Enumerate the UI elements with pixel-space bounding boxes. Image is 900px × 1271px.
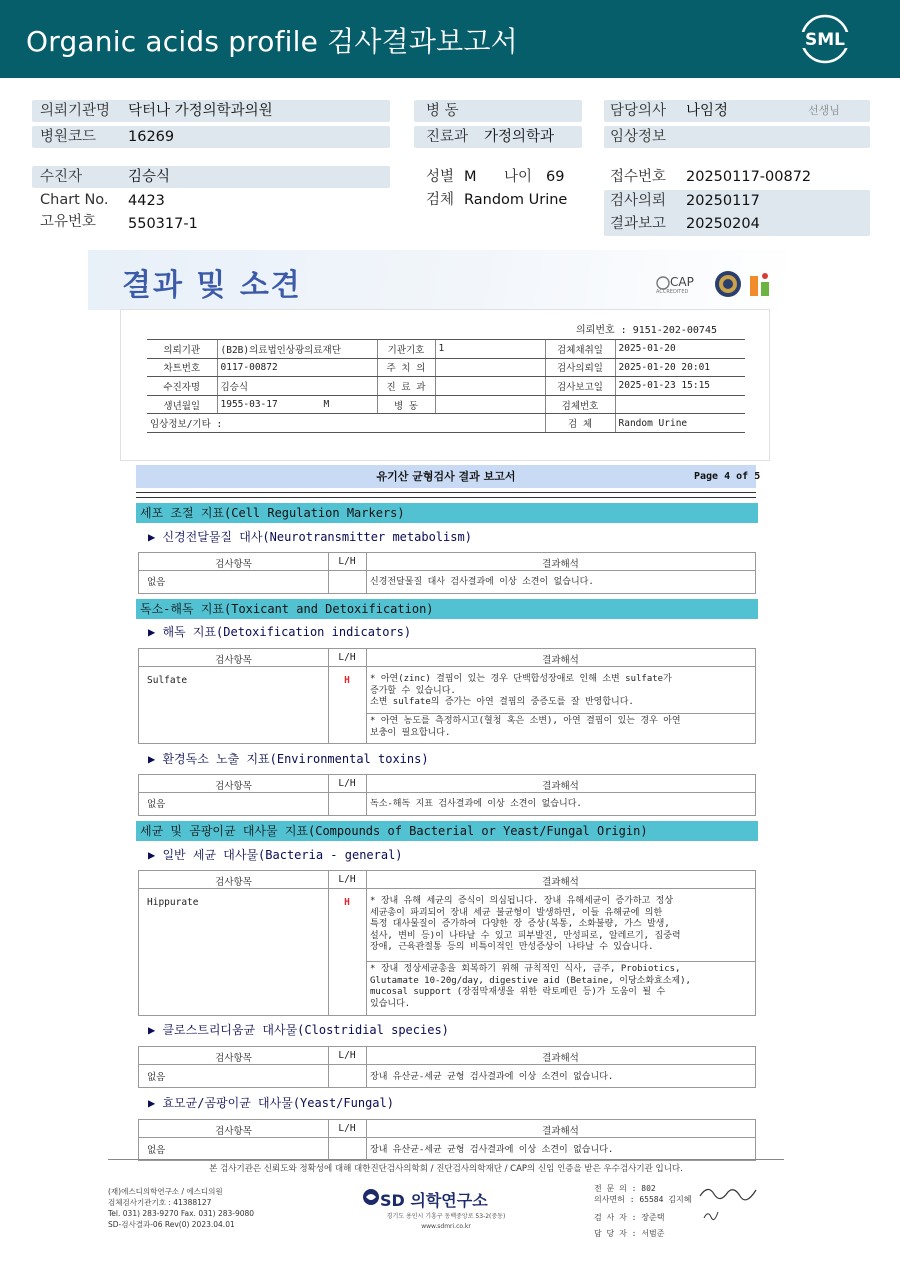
signature-license: 의사면허 : 65584 김지혜	[594, 1195, 692, 1204]
table-header	[139, 649, 755, 667]
cell: 수진자명	[147, 377, 217, 396]
section-toxicant: 독소-해독 지표(Toxicant and Detoxification)	[136, 599, 758, 619]
specimen-value: Random Urine	[464, 192, 568, 208]
report-banner-title: 결과 및 소견	[122, 268, 302, 303]
signature-manager: 담 당 자 : 서범준	[594, 1229, 665, 1238]
divider	[366, 775, 367, 815]
receipt-label: 접수번호	[610, 169, 667, 185]
logo-text: SML	[805, 30, 845, 50]
high-flag: H	[344, 897, 350, 908]
neuro-table	[138, 552, 756, 594]
cell: 2025-01-23 15:15	[615, 377, 745, 396]
clinical-label: 임상정보	[610, 129, 667, 145]
lab-contact: (재)에스디의학연구소 / 에스디의원 검체검사기관기호 : 41388127 Tel. 031) 283-9270 Fax. 031) 283-9080 SD-검사결과-06 Rev(0) 2023.04.01	[108, 1187, 255, 1229]
divider	[366, 961, 756, 962]
table-header	[139, 553, 755, 571]
specimen-label: 검체	[426, 192, 455, 208]
cell: 0117-00872	[217, 358, 377, 377]
interpretation-text: * 아연(zinc) 결핍이 있는 경우 단백합성장애로 인해 소변 sulfate가 증가할 수 있습니다. 소변 sulfate의 증가는 아연 결핍의 중증도를 잘 반영합니다.	[370, 674, 672, 707]
divider	[328, 553, 329, 593]
col-interpretation: 결과해석	[542, 781, 579, 792]
col-item: 검사항목	[215, 877, 252, 888]
col-lh: L/H	[338, 652, 356, 663]
cell	[435, 358, 545, 377]
interpretation-text: 독소-해독 지표 검사결과에 이상 소견이 없습니다.	[370, 799, 582, 809]
cell: Random Urine	[615, 414, 745, 433]
institution-value: 닥터나 가정의학과의원	[128, 103, 273, 119]
divider	[366, 649, 367, 743]
table-row	[147, 377, 745, 396]
item-name: Sulfate	[147, 675, 188, 686]
col-item: 검사항목	[215, 781, 252, 792]
doctor-suffix: 선생님	[808, 104, 840, 117]
cell: 1	[435, 340, 545, 359]
col-interpretation: 결과해석	[542, 877, 579, 888]
detox-table	[138, 648, 756, 744]
sd-lab-logo: SD 의학연구소	[380, 1191, 488, 1210]
environmental-table	[138, 774, 756, 816]
request-number: 의뢰번호 : 9151-202-00745	[576, 325, 717, 336]
cell: 검사의뢰일	[545, 358, 615, 377]
interpretation-text: 신경전달물질 대사 검사결과에 이상 소견이 없습니다.	[370, 577, 594, 587]
cell	[435, 377, 545, 396]
chart-value: 4423	[128, 193, 165, 209]
divider	[136, 492, 756, 493]
subsection-clostridial: ▶ 클로스트리디움균 대사물(Clostridial species)	[148, 1023, 449, 1037]
receipt-value: 20250117-00872	[686, 169, 812, 185]
cell: 병 동	[377, 395, 435, 414]
col-lh: L/H	[338, 1123, 356, 1134]
cell: 2025-01-20	[615, 340, 745, 359]
age-value: 69	[546, 169, 565, 185]
institution-label: 의뢰기관명	[40, 103, 111, 119]
cell: 김승식	[217, 377, 377, 396]
cap-sub-text: ACCREDITED	[656, 289, 689, 295]
divider	[328, 1120, 329, 1160]
col-lh: L/H	[338, 1050, 356, 1061]
signature-examiner: 검 사 자 : 장준택	[594, 1213, 665, 1222]
cell	[615, 395, 745, 414]
cell: 차트번호	[147, 358, 217, 377]
col-interpretation: 결과해석	[542, 1053, 579, 1064]
chart-label: Chart No.	[40, 192, 109, 208]
bacteria-table	[138, 870, 756, 1016]
ward-label: 병 동	[426, 103, 459, 119]
table-row	[147, 414, 745, 433]
doctor-value: 나임정	[686, 103, 729, 119]
cell: 진 료 과	[377, 377, 435, 396]
col-lh: L/H	[338, 556, 356, 567]
divider	[366, 1047, 367, 1087]
table-header	[139, 1047, 755, 1065]
section-bacterial: 세균 및 곰팡이균 대사물 지표(Compounds of Bacterial or Yeast/Fungal Origin)	[136, 821, 758, 841]
result-label: 결과보고	[610, 216, 667, 232]
col-interpretation: 결과해석	[542, 559, 579, 570]
col-item: 검사항목	[215, 559, 252, 570]
cell: 임상정보/기타 :	[147, 414, 545, 433]
result-value: 20250204	[686, 216, 760, 232]
page-number: Page 4 of 5	[694, 471, 761, 482]
interpretation-text: * 아연 농도를 측정하시고(혈청 혹은 소변), 아연 결핍이 있는 경우 아연 보충이 필요합니다.	[370, 716, 681, 738]
item-name: 없음	[147, 1072, 166, 1083]
cell	[435, 395, 545, 414]
subsection-detox: ▶ 해독 지표(Detoxification indicators)	[148, 625, 412, 639]
col-lh: L/H	[338, 778, 356, 789]
interpretation-text: 장내 유산균-세균 균형 검사결과에 이상 소견이 없습니다.	[370, 1072, 614, 1082]
dept-label: 진료과	[426, 129, 469, 145]
table-row	[147, 395, 745, 414]
examinee-label: 수진자	[40, 169, 83, 185]
item-name: 없음	[147, 1145, 166, 1156]
divider	[136, 497, 756, 498]
sd-logo-icon	[362, 1188, 380, 1206]
request-value: 20250117	[686, 193, 760, 209]
report-title: 유기산 균형검사 결과 보고서	[376, 470, 516, 483]
interpretation-text: * 장내 정상세균총을 회복하기 위해 규칙적인 식사, 금주, Probiotics, Glutamate 10-20g/day, digestive aid (Betaine, 이당소화효소제), mucosal support (장점막재생을 위한 락토페린 등)가 도움이 될 수 있습니다.	[370, 964, 691, 1009]
doctor-label: 담당의사	[610, 103, 667, 119]
sd-lab-address: 경기도 용인시 기흥구 동백중앙로 53-2(중동) www.sdmri.co.kr	[386, 1213, 506, 1230]
request-label: 검사의뢰	[610, 193, 667, 209]
table-row	[147, 358, 745, 377]
subsection-environmental: ▶ 환경독소 노출 지표(Environmental toxins)	[148, 752, 429, 766]
header-bar	[0, 0, 900, 78]
cell: 기관기호	[377, 340, 435, 359]
unique-value: 550317-1	[128, 216, 198, 232]
cell: 검체번호	[545, 395, 615, 414]
clostridial-table	[138, 1046, 756, 1088]
divider	[328, 871, 329, 1015]
interpretation-text: * 장내 유해 세균의 증식이 의심됩니다. 장내 유해세균이 증가하고 정상 세균총이 파괴되어 장내 세균 불균형이 발생하면, 이들 유해균에 의한 특정 대사물질이 증가하여 다양한 장 증상(복통, 소화불량, 가스 발생, 설사, 변비 등)이 나타날 수 있고 피부발진, 만성피로, 알레르기, 집중력 장애, 근육관절통 등의 비특이적인 만성증상이 나타날 수 있습니다.	[370, 896, 681, 952]
signature-icon	[698, 1182, 758, 1204]
cell: 1955-03-17 M	[217, 395, 377, 414]
cell: 2025-01-20 20:01	[615, 358, 745, 377]
interpretation-text: 장내 유산균-세균 균형 검사결과에 이상 소견이 없습니다.	[370, 1145, 614, 1155]
table-header	[139, 871, 755, 889]
subsection-yeast: ▶ 효모균/곰팡이균 대사물(Yeast/Fungal)	[148, 1096, 394, 1110]
col-interpretation: 결과해석	[542, 1126, 579, 1137]
cell: 생년월일	[147, 395, 217, 414]
col-interpretation: 결과해석	[542, 655, 579, 666]
cap-icon	[656, 276, 670, 290]
divider	[366, 553, 367, 593]
divider	[366, 1120, 367, 1160]
col-item: 검사항목	[215, 1126, 252, 1137]
high-flag: H	[344, 675, 350, 686]
sml-logo-icon	[794, 12, 856, 66]
hospital-code-label: 병원코드	[40, 129, 97, 145]
col-item: 검사항목	[215, 655, 252, 666]
cell: 검사보고일	[545, 377, 615, 396]
yeast-table	[138, 1119, 756, 1161]
col-item: 검사항목	[215, 1053, 252, 1064]
divider	[328, 649, 329, 743]
dept-value: 가정의학과	[484, 129, 555, 145]
col-lh: L/H	[338, 874, 356, 885]
section-cell-regulation: 세포 조절 지표(Cell Regulation Markers)	[136, 503, 758, 523]
subsection-neurotransmitter: ▶ 신경전달물질 대사(Neurotransmitter metabolism)	[148, 530, 472, 544]
footer-divider	[108, 1159, 784, 1160]
signature-specialist: 전 문 의 : 802	[594, 1184, 656, 1193]
divider	[366, 713, 756, 714]
hospital-code-value: 16269	[128, 129, 175, 145]
divider	[366, 871, 367, 1015]
table-header	[139, 1120, 755, 1138]
accreditation-icon	[748, 272, 772, 298]
age-label: 나이	[504, 169, 533, 185]
sex-label: 성별	[426, 169, 455, 185]
cell: 검 체	[545, 414, 615, 433]
cell: (B2B)의료법인상광의료재단	[217, 340, 377, 359]
signature-icon	[702, 1208, 720, 1222]
sex-value: M	[464, 169, 477, 185]
cell: 주 치 의	[377, 358, 435, 377]
table-row	[147, 340, 745, 359]
cell: 검체채취일	[545, 340, 615, 359]
seal-icon	[714, 270, 742, 298]
divider	[328, 775, 329, 815]
subsection-bacteria-general: ▶ 일반 세균 대사물(Bacteria - general)	[148, 848, 403, 862]
item-name: 없음	[147, 577, 166, 588]
examinee-value: 김승식	[128, 169, 171, 185]
examinee-row	[32, 166, 390, 188]
cap-text: CAP	[670, 275, 694, 289]
unique-label: 고유번호	[40, 214, 97, 230]
table-header	[139, 775, 755, 793]
cell: 의뢰기관	[147, 340, 217, 359]
item-name: Hippurate	[147, 897, 199, 908]
item-name: 없음	[147, 799, 166, 810]
divider	[328, 1047, 329, 1087]
page-title: Organic acids profile 검사결과보고서	[26, 25, 518, 58]
patient-detail-table	[147, 339, 745, 433]
certification-text: 본 검사기관은 신뢰도와 정확성에 대해 대한진단검사의학회 / 진단검사의학재단 / CAP의 신임 인증을 받은 우수검사기관 입니다.	[209, 1164, 683, 1174]
